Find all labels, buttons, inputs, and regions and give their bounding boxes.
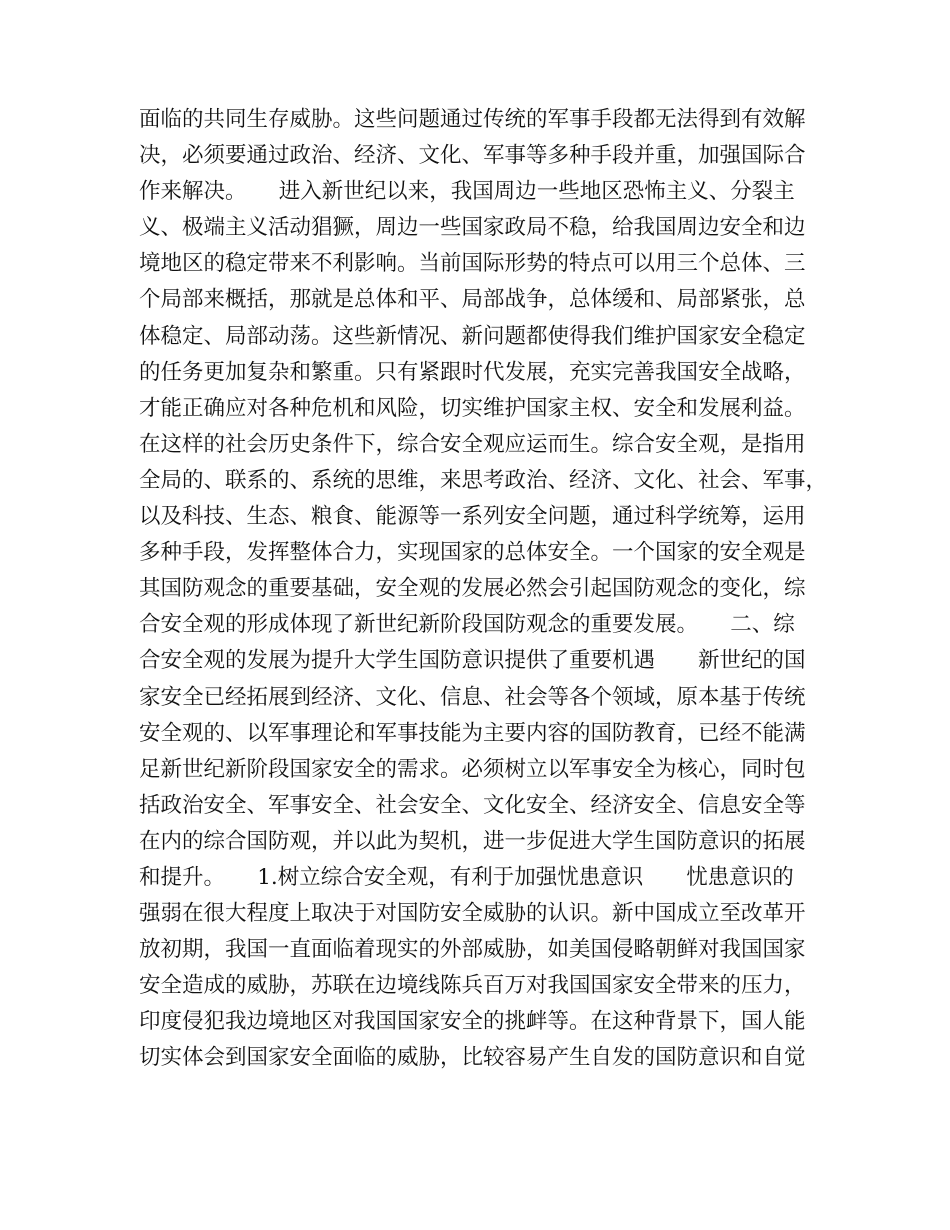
- text-line: 的任务更加复杂和繁重。只有紧跟时代发展，充实完善我国安全战略，: [139, 359, 806, 385]
- text-line: 作来解决。 进入新世纪以来，我国周边一些地区恐怖主义、分裂主: [139, 179, 795, 205]
- text-line: 合安全观的发展为提升大学生国防意识提供了重要机遇 新世纪的国: [139, 648, 806, 674]
- text-line: 在内的综合国防观，并以此为契机，进一步促进大学生国防意识的拓展: [139, 828, 806, 854]
- text-line: 足新世纪新阶段国家安全的需求。必须树立以军事安全为核心，同时包: [139, 756, 806, 782]
- text-line: 多种手段，发挥整体合力，实现国家的总体安全。一个国家的安全观是: [139, 540, 806, 566]
- text-line: 放初期，我国一直面临着现实的外部威胁，如美国侵略朝鲜对我国国家: [139, 937, 806, 963]
- text-line: 印度侵犯我边境地区对我国国家安全的挑衅等。在这种背景下，国人能: [139, 1009, 806, 1035]
- text-line: 安全观的、以军事理论和军事技能为主要内容的国防教育，已经不能满: [139, 720, 806, 746]
- text-line: 合安全观的形成体现了新世纪新阶段国防观念的重要发展。 二、综: [139, 612, 795, 638]
- text-line: 面临的共同生存威胁。这些问题通过传统的军事手段都无法得到有效解: [139, 107, 806, 132]
- text-line: 安全造成的威胁，苏联在边境线陈兵百万对我国国家安全带来的压力，: [139, 973, 806, 999]
- text-line: 才能正确应对各种危机和风险，切实维护国家主权、安全和发展利益。: [139, 395, 806, 421]
- text-line: 决，必须要通过政治、经济、文化、军事等多种手段并重，加强国际合: [139, 143, 806, 169]
- text-line: 全局的、联系的、系统的思维，来思考政治、经济、文化、社会、军事，: [139, 467, 828, 493]
- text-line: 切实体会到国家安全面临的威胁，比较容易产生自发的国防意识和自觉: [139, 1045, 806, 1071]
- body-text: [139, 102, 829, 1077]
- text-line: 以及科技、生态、粮食、能源等一系列安全问题，通过科学统筹，运用: [139, 504, 806, 530]
- text-line: 个局部来概括，那就是总体和平、局部战争，总体缓和、局部紧张，总: [139, 287, 806, 313]
- text-line: 和提升。 1.树立综合安全观，有利于加强忧患意识 忧患意识的: [139, 864, 794, 890]
- text-line: 体稳定、局部动荡。这些新情况、新问题都使得我们维护国家安全稳定: [139, 323, 806, 349]
- text-line: 括政治安全、军事安全、社会安全、文化安全、经济安全、信息安全等: [139, 792, 806, 818]
- text-line: 义、极端主义活动猖獗，周边一些国家政局不稳，给我国周边安全和边: [139, 215, 806, 241]
- text-line: 强弱在很大程度上取决于对国防安全威胁的认识。新中国成立至改革开: [139, 901, 806, 927]
- text-line: 家安全已经拓展到经济、文化、信息、社会等各个领域，原本基于传统: [139, 684, 806, 710]
- text-line: 在这样的社会历史条件下，综合安全观应运而生。综合安全观，是指用: [139, 431, 806, 457]
- text-line: 境地区的稳定带来不利影响。当前国际形势的特点可以用三个总体、三: [139, 251, 806, 277]
- text-line: 其国防观念的重要基础，安全观的发展必然会引起国防观念的变化，综: [139, 576, 806, 602]
